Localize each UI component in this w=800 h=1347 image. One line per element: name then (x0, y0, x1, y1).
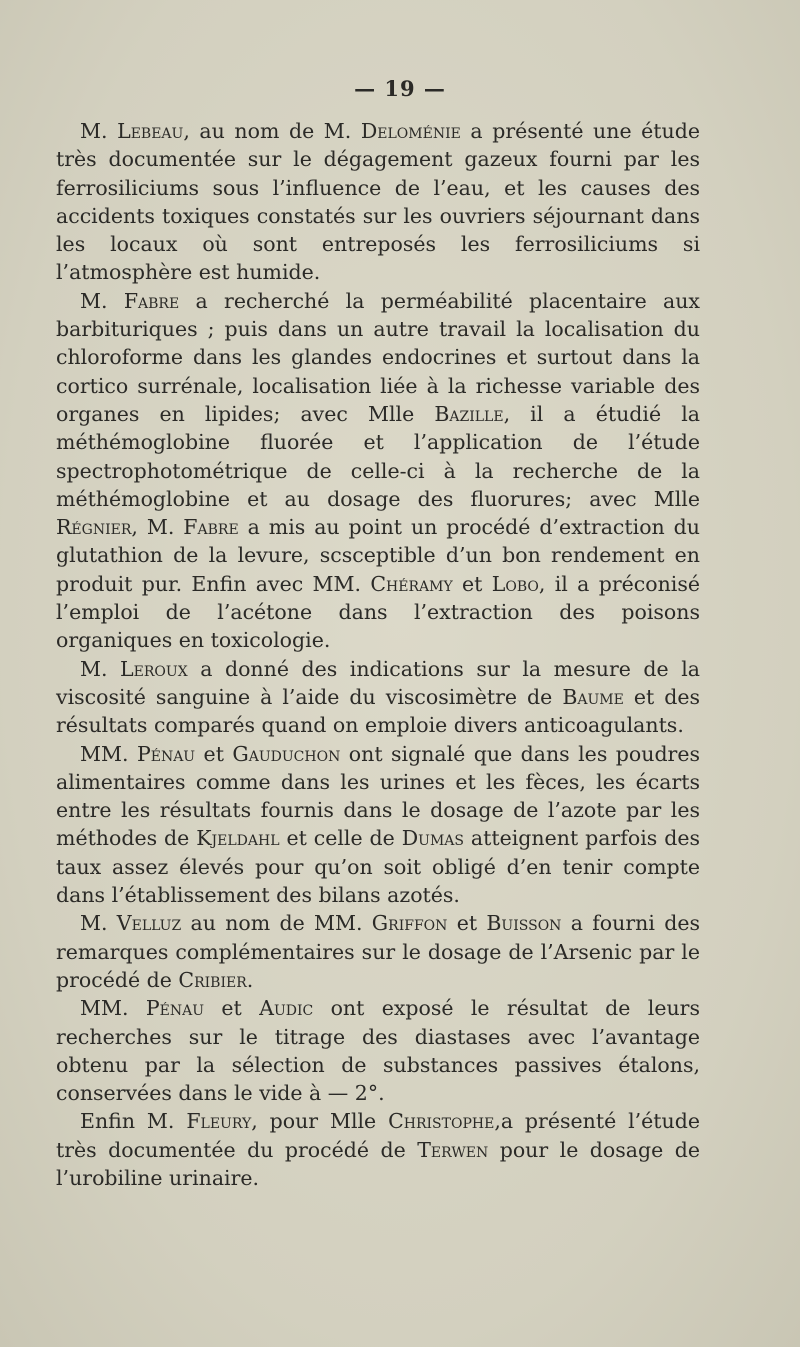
text-run: , pour Mlle (251, 1109, 389, 1134)
text-run: et (204, 996, 260, 1021)
text-run: , au nom de M. (183, 119, 361, 143)
text-run: . (246, 967, 254, 992)
person-name: Chéramy (370, 571, 453, 596)
text-run: ont exposé le résultat de leurs recherches sur le titrage des diastases avec l’avantage obtenu par la sélection de substances passives étalons, conservées dans le vide à — 2°. (56, 996, 701, 1106)
person-name: Leroux (120, 656, 188, 681)
person-name: Pénau (145, 996, 205, 1021)
paragraph (56, 655, 700, 740)
text-run: atteignent parfois des taux assez élevés pour qu’on soit obligé d’en tenir compte dans l’établissement des bilans azotés. (56, 826, 700, 908)
text-run: a fourni des remarques complémentaires sur le dosage de l’Arsenic par le procédé de (56, 911, 700, 992)
person-name: Dumas (401, 826, 464, 851)
person-name: Buisson (486, 911, 562, 936)
text-run: MM. (80, 741, 137, 766)
text-run: M. (80, 911, 117, 936)
text-run: MM. (80, 996, 146, 1021)
person-name: Baume (562, 684, 624, 709)
text-run: , il a étudié la méthémoglobine fluorée et l’application de l’étude spectrophotométrique de celle-ci à la recherche de la méthémoglobine et au dosage des fluorures; avec Mlle (56, 401, 700, 511)
person-name: Lobo (491, 571, 539, 596)
person-name: Kjeldahl (196, 826, 280, 851)
person-name: Audic (259, 996, 314, 1021)
paragraph (56, 1107, 700, 1192)
person-name: Lebeau (117, 119, 184, 143)
text-run: au nom de MM. (181, 911, 372, 936)
text-run: et (452, 571, 492, 596)
text-run: et (447, 911, 487, 936)
person-name: Gauduchon (232, 741, 341, 766)
person-name: Cribier (178, 967, 247, 992)
text-run: et des résultats comparés quand on emploie divers anticoagulants. (56, 684, 700, 738)
person-name: Fabre (183, 515, 239, 540)
text-run: , il a préconisé l’emploi de l’acétone dans l’extraction des poisons organiques en toxicologie. (56, 571, 700, 653)
person-name: Fleury (186, 1109, 252, 1134)
text-run: Enfin M. (80, 1109, 187, 1134)
text-run: pour le dosage de l’urobiline urinaire. (56, 1137, 700, 1190)
paragraph (56, 994, 700, 1107)
person-name: Terwen (417, 1137, 489, 1162)
paragraph (56, 740, 700, 910)
person-name: Deloménie (360, 119, 461, 143)
paragraph (56, 909, 700, 994)
text-run: , M. (131, 515, 184, 540)
text-run: a donné des indications sur la mesure de la viscosité sanguine à l’aide du viscosimètre de (56, 656, 700, 709)
text-run: M. (80, 119, 118, 143)
paragraph (56, 117, 700, 287)
text-run: et celle de (279, 826, 402, 851)
text-run: a mis au point un procédé d’extraction du glutathion de la levure, scsceptible d’un bon rendement en produit pur. Enfin avec MM. (56, 515, 701, 596)
person-name: Griffon (371, 911, 448, 936)
text-run: a présenté une étude très documentée sur le dégagement gazeux fourni par les ferrosiliciums sous l’influence de l’eau, et les causes des accidents toxiques constatés sur les ouvriers séjournant dans les locaux où sont entreposés les ferrosiliciums si l’atmosphère est humide. (56, 119, 700, 285)
text-run: a recherché la perméabilité placentaire aux barbituriques ; puis dans un autre travail la localisation du chloroforme dans les glandes endocrines et surtout dans la cortico surrénale, localisation liée à la richesse variable des organes en lipides; avec Mlle (56, 288, 700, 426)
page-number: — 19 — (354, 76, 446, 101)
person-name: Christophe (388, 1109, 495, 1134)
text-run: M. (80, 656, 121, 681)
person-name: Bazille (434, 401, 504, 426)
text-run: ,a présenté l’étude très documentée du procédé de (56, 1109, 700, 1162)
person-name: Pénau (136, 741, 196, 766)
text-run: ont signalé que dans les poudres alimentaires comme dans les urines et les fèces, les écarts entre les résultats fournis dans le dosage de l’azote par les méthodes de (56, 741, 701, 851)
text-run: M. (80, 288, 124, 313)
person-name: Fabre (123, 288, 180, 313)
person-name: Velluz (116, 911, 182, 936)
body-text (56, 117, 700, 1192)
text-run: et (195, 741, 233, 766)
person-name: Régnier (56, 515, 132, 540)
paragraph (56, 287, 700, 655)
